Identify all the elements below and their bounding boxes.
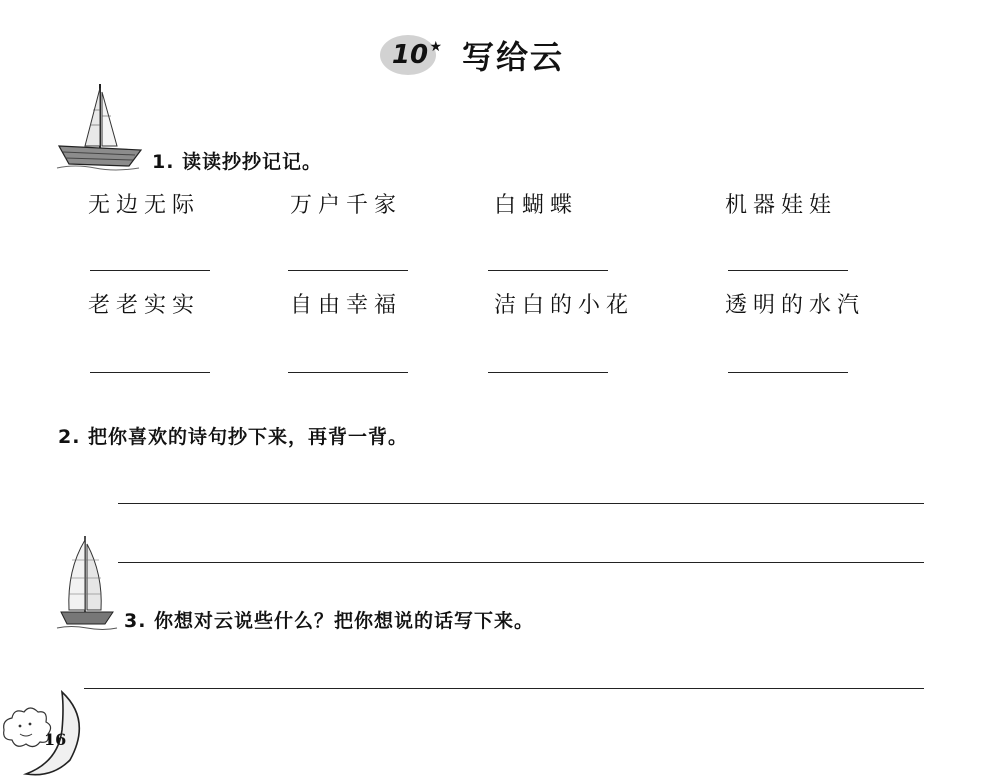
lesson-title: 写给云 — [462, 38, 565, 76]
lesson-number: 10 — [391, 40, 429, 70]
word-1-1: 无边无际 — [88, 193, 201, 218]
answer-blank-2-3[interactable] — [488, 372, 608, 373]
word-1-4: 机器娃娃 — [725, 193, 838, 218]
answer-blank-1-2[interactable] — [288, 270, 408, 271]
answer-blank-1-3[interactable] — [488, 270, 608, 271]
page-footer — [0, 690, 90, 779]
section-3-title: 3. 你想对云说些什么？把你想说的话写下来。 — [124, 610, 535, 632]
star-icon: ★ — [429, 39, 442, 55]
answer-blank-2-4[interactable] — [728, 372, 848, 373]
word-2-1: 老老实实 — [88, 293, 201, 318]
section-2-title: 2. 把你喜欢的诗句抄下来，再背一背。 — [58, 426, 409, 448]
word-2-4: 透明的水汽 — [725, 293, 866, 318]
word-2-3: 洁白的小花 — [494, 293, 635, 318]
lesson-number-badge — [380, 33, 440, 77]
answer-blank-2-2[interactable] — [288, 372, 408, 373]
section-1-title: 1. 读读抄抄记记。 — [152, 151, 323, 173]
word-1-2: 万户千家 — [290, 193, 403, 218]
word-2-2: 自由幸福 — [290, 293, 403, 318]
answer-blank-1-4[interactable] — [728, 270, 848, 271]
answer-blank-1-1[interactable] — [90, 270, 210, 271]
page-number: 16 — [44, 730, 67, 749]
writing-line-3-1[interactable] — [84, 688, 924, 689]
word-1-3: 白蝴蝶 — [494, 193, 579, 218]
writing-line-2-2[interactable] — [118, 562, 924, 563]
answer-blank-2-1[interactable] — [90, 372, 210, 373]
lesson-header — [380, 30, 564, 80]
sail-ship-icon — [55, 530, 120, 635]
writing-line-2-1[interactable] — [118, 503, 924, 504]
sailboat-icon — [55, 80, 145, 175]
